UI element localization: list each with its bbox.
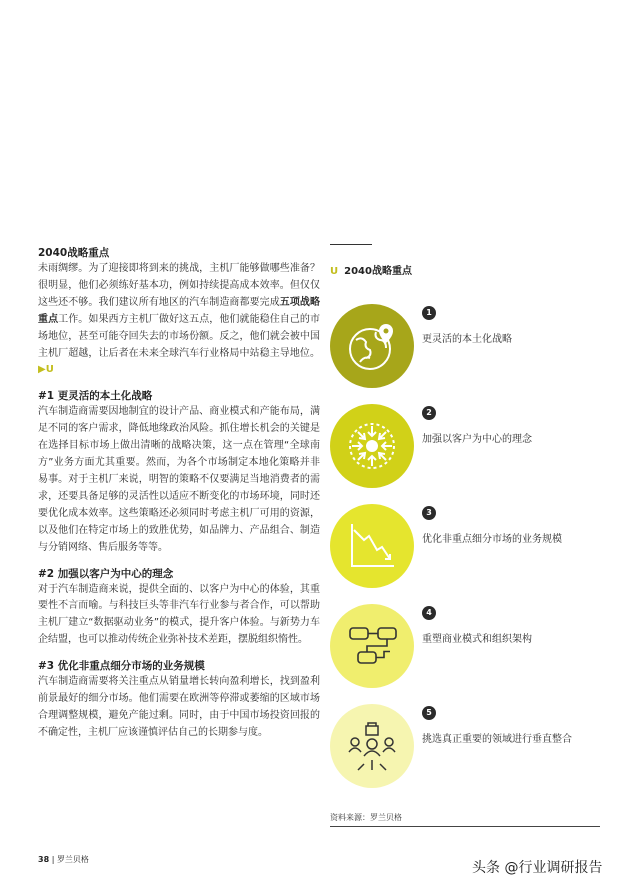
section-2-body: 对于汽车制造商来说，提供全面的、以客户为中心的体验，其重要性不言而喻。与科技巨头等非汽车行业参与者合作，可以帮助主机厂建立“数据驱动业务”的模式，提升客户体验。与新势力车企结盟，也可以推动传统企业弥补技术差距，摆脱组织惰性。 <box>38 583 320 646</box>
priority-label-1: 更灵活的本土化战略 <box>422 334 512 345</box>
priority-label-4: 重塑商业模式和组织架构 <box>422 634 532 645</box>
intro-body <box>38 261 320 379</box>
priority-item-4 <box>330 604 620 688</box>
priority-label-2: 加强以客户为中心的理念 <box>422 434 532 445</box>
section-1-title: #1 更灵活的本土化战略 <box>38 390 153 403</box>
priority-number-5: 5 <box>422 706 436 720</box>
u-mark: U <box>330 266 339 277</box>
intro-body-a: 未雨绸缪。为了迎接即将到来的挑战，主机厂能够做哪些准备？很明显，他们必须练好基本功，例如持续提高成本效率。但仅仅这些还不够。我们建议所有地区的汽车制造商都要完成 <box>38 263 320 308</box>
source-note: 资料来源：罗兰贝格 <box>330 813 402 822</box>
priority-number-3: 3 <box>422 506 436 520</box>
converging-arrows-icon <box>330 404 414 488</box>
priority-item-1 <box>330 304 620 388</box>
section-2-title: #2 加强以客户为中心的理念 <box>38 567 174 580</box>
declining-chart-icon <box>330 504 414 588</box>
intro-body-b: 工作。如果西方主机厂做好这五点，他们就能稳住自己的市场地位，甚至可能夺回失去的市场份额。反之，他们就会被中国主机厂超越，让后者在未来全球汽车行业格局中站稳主导地位。 <box>38 313 321 359</box>
section-3 <box>38 659 320 742</box>
continue-arrow-icon: ▶U <box>38 364 54 376</box>
right-heading-text: 2040战略重点 <box>344 266 412 277</box>
section-1 <box>38 389 320 556</box>
priority-number-2: 2 <box>422 406 436 420</box>
priority-circle-1 <box>330 304 414 388</box>
people-network-icon <box>330 704 414 788</box>
intro-body-bold: 五项战略重点 <box>38 296 321 325</box>
left-column <box>38 246 320 752</box>
priority-circle-3 <box>330 504 414 588</box>
footer-brand: 罗兰贝格 <box>56 855 89 864</box>
watermark: 头条 @行业调研报告 <box>472 860 603 876</box>
intro-section <box>38 246 320 379</box>
priority-label-3: 优化非重点细分市场的业务规模 <box>422 534 562 545</box>
priority-number-4: 4 <box>422 606 436 620</box>
right-heading <box>330 262 412 277</box>
priority-item-3 <box>330 504 620 588</box>
intro-title: 2040战略重点 <box>38 247 110 259</box>
globe-pin-icon <box>330 304 414 388</box>
priority-circle-4 <box>330 604 414 688</box>
process-flow-icon <box>330 604 414 688</box>
priority-label-5: 挑选真正重要的领域进行垂直整合 <box>422 734 572 745</box>
priority-item-2 <box>330 404 620 488</box>
section-1-body: 汽车制造商需要因地制宜的设计产品、商业模式和产能布局，满足不同的客户需求，降低地缘政治风险。抓住增长机会的关键是在选择目标市场上做出清晰的战略决策，这一点在管理“全球南方”业务方面尤其重要。然而，为各个市场制定本地化策略并非易事。对于主机厂来说，明智的策略不仅要满足当地消费者的需求，还要具备足够的灵活性以适应不断变化的市场环境，同时还要优化成本效率。这些策略还必须同时考虑主机厂可用的资源，以及他们在特定市场上的致胜优势，如品牌力、产品组合、制造与分销网络、售后服务等等。 <box>38 406 320 553</box>
section-3-body: 汽车制造商需要将关注重点从销量增长转向盈利增长，找到盈利前景最好的细分市场。他们需要在欧洲等停滞或萎缩的区域市场合理调整规模，避免产能过剩。同时，由于中国市场投资回报的不确定性，主机厂应该谨慎评估自己的长期参与度。 <box>38 676 320 738</box>
priority-circle-2 <box>330 404 414 488</box>
section-2 <box>38 567 320 650</box>
priority-number-1: 1 <box>422 306 436 320</box>
page-footer <box>38 854 89 865</box>
source-rule <box>330 826 600 827</box>
priority-circle-5 <box>330 704 414 788</box>
footer-separator: | <box>51 855 55 864</box>
page-number: 38 <box>38 855 50 864</box>
section-3-title: #3 优化非重点细分市场的业务规模 <box>38 660 205 673</box>
right-top-rule <box>330 244 372 245</box>
priority-item-5 <box>330 704 620 788</box>
